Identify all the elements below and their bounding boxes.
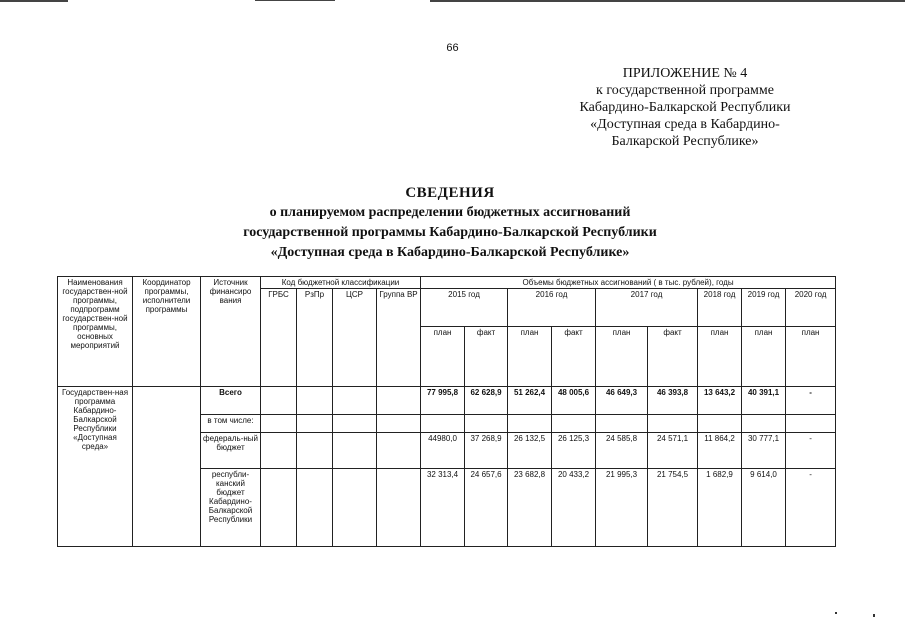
value-cell: - [786,387,836,415]
source-cell: Всего [201,387,261,415]
title-main: СВЕДЕНИЯ [405,185,495,201]
table-header-row [58,277,836,289]
header-plan: план [508,327,552,387]
empty-cell [648,415,698,433]
header-fact: факт [552,327,596,387]
value-cell: 44980,0 [421,433,465,469]
empty-cell [377,469,421,547]
value-cell: 9 614,0 [742,469,786,547]
empty-cell [377,387,421,415]
header-vr: Группа ВР [377,289,421,387]
value-cell: 77 995,8 [421,387,465,415]
scan-edge-mark [0,0,68,2]
header-year-2016: 2016 год [508,289,596,327]
coordinator-cell [133,387,201,547]
value-cell: 24 657,6 [465,469,508,547]
empty-cell [377,415,421,433]
appendix-line: Балкарской Республике» [611,134,759,149]
header-grbs: ГРБС [261,289,297,387]
title-line: «Доступная среда в Кабардино-Балкарской Республике» [270,245,630,260]
appendix-line: к государственной программе [596,83,774,98]
empty-cell [261,433,297,469]
empty-cell [297,469,333,547]
header-year-2017: 2017 год [596,289,698,327]
header-year-2019: 2019 год [742,289,786,327]
value-cell: 26 132,5 [508,433,552,469]
header-coordinator: Координатор программы, исполнители программы [133,277,201,387]
empty-cell [297,433,333,469]
appendix-line: ПРИЛОЖЕНИЕ № 4 [622,66,748,81]
empty-cell [333,469,377,547]
scan-edge-mark [430,0,905,2]
header-plan: план [421,327,465,387]
value-cell: 26 125,3 [552,433,596,469]
header-codes: Код бюджетной классификации [261,277,421,289]
empty-cell [698,415,742,433]
empty-cell [261,387,297,415]
title-line: о планируемом распределении бюджетных ассигнований [269,205,631,220]
header-name: Наименования государствен-ной программы, подпрограмм государствен-ной программы, основных мероприятий [58,277,133,387]
budget-table [57,276,836,547]
empty-cell [297,415,333,433]
empty-cell [742,415,786,433]
page-number: 66 [446,42,459,54]
value-cell: 62 628,9 [465,387,508,415]
value-cell: 48 005,6 [552,387,596,415]
value-cell: 13 643,2 [698,387,742,415]
empty-cell [786,415,836,433]
appendix-header [560,65,810,150]
header-source: Источник финансиро вания [201,277,261,387]
value-cell: 24 571,1 [648,433,698,469]
empty-cell [333,387,377,415]
value-cell: - [786,469,836,547]
scan-speck [873,614,875,617]
scan-edge-mark [255,0,335,1]
header-plan: план [698,327,742,387]
empty-cell [297,387,333,415]
header-plan: план [742,327,786,387]
empty-cell [465,415,508,433]
header-rzpr: РзПр [297,289,333,387]
empty-cell [377,433,421,469]
empty-cell [261,469,297,547]
value-cell: 1 682,9 [698,469,742,547]
header-volumes: Объемы бюджетных ассигнований ( в тыс. рублей), годы [421,277,836,289]
empty-cell [596,415,648,433]
empty-cell [421,415,465,433]
appendix-line: «Доступная среда в Кабардино- [590,117,780,132]
header-plan: план [786,327,836,387]
header-fact: факт [465,327,508,387]
value-cell: 30 777,1 [742,433,786,469]
value-cell: 46 649,3 [596,387,648,415]
header-year-2020: 2020 год [786,289,836,327]
value-cell: 20 433,2 [552,469,596,547]
value-cell: 24 585,8 [596,433,648,469]
value-cell: 21 754,5 [648,469,698,547]
header-fact: факт [648,327,698,387]
empty-cell [333,415,377,433]
appendix-line: Кабардино-Балкарской Республики [579,100,791,115]
value-cell: 23 682,8 [508,469,552,547]
scan-speck [835,612,837,614]
header-plan: план [596,327,648,387]
source-cell: в том числе: [201,415,261,433]
value-cell: - [786,433,836,469]
empty-cell [261,415,297,433]
header-csr: ЦСР [333,289,377,387]
source-cell: республи-канский бюджет Кабардино-Балкарской Республики [201,469,261,547]
value-cell: 40 391,1 [742,387,786,415]
title-line: государственной программы Кабардино-Балкарской Республики [243,225,657,240]
header-year-2015: 2015 год [421,289,508,327]
header-year-2018: 2018 год [698,289,742,327]
table-row [58,387,836,415]
source-cell: федераль-ный бюджет [201,433,261,469]
empty-cell [333,433,377,469]
value-cell: 46 393,8 [648,387,698,415]
empty-cell [552,415,596,433]
program-name: Государствен-ная программа Кабардино-Балкарской Республики «Доступная среда» [58,387,133,547]
value-cell: 32 313,4 [421,469,465,547]
value-cell: 21 995,3 [596,469,648,547]
value-cell: 37 268,9 [465,433,508,469]
document-title [150,183,750,263]
empty-cell [508,415,552,433]
value-cell: 11 864,2 [698,433,742,469]
value-cell: 51 262,4 [508,387,552,415]
